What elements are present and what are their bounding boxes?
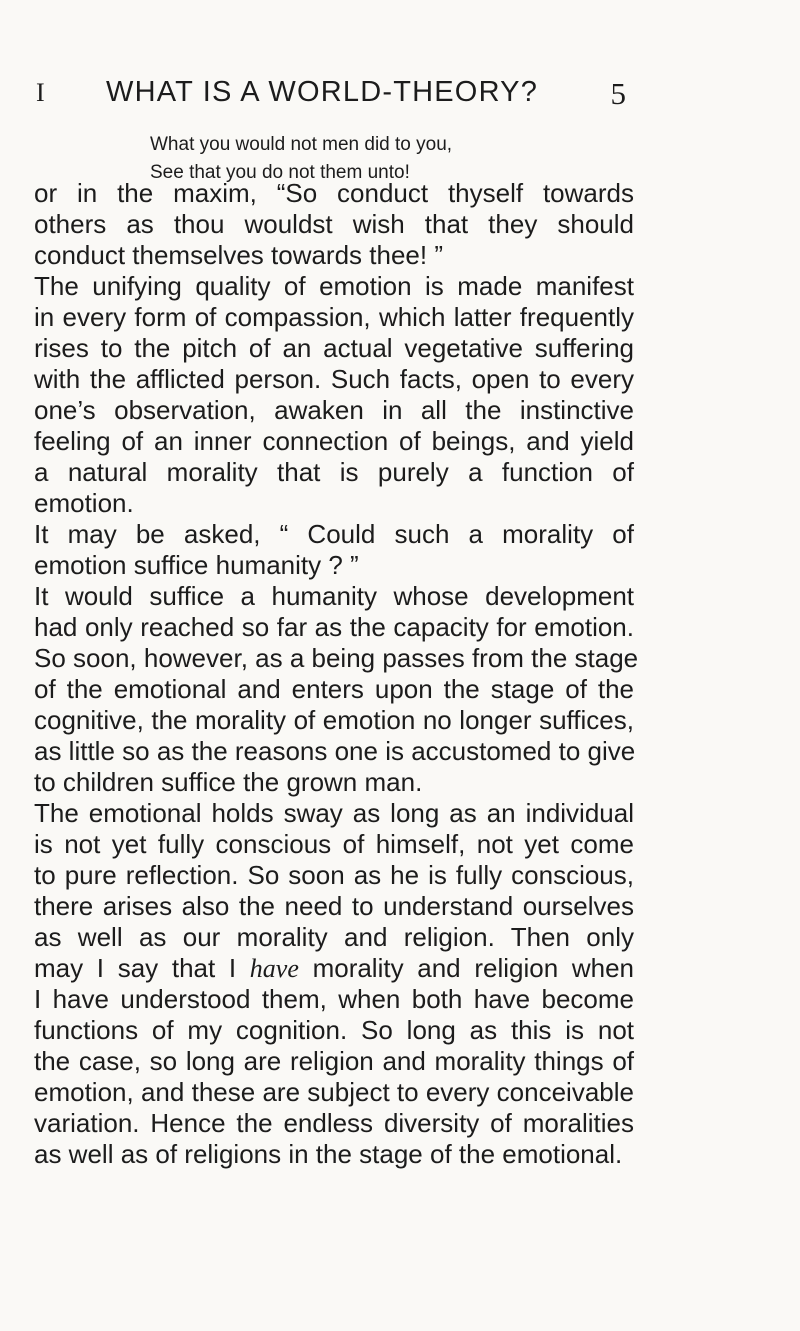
text-line: to children suffice the grown man.	[34, 767, 423, 797]
text-line: The unifying quality of emotion is made manifest	[34, 271, 634, 301]
text-line: as well as our morality and religion. Then only	[34, 922, 634, 952]
text-line: So soon, however, as a being passes from the stage	[34, 643, 639, 673]
text-line: with the afflicted person. Such facts, open to every	[34, 364, 634, 394]
epigraph-line: What you would not men did to you,	[150, 134, 453, 155]
text-line: of the emotional and enters upon the stage of the	[34, 674, 634, 704]
text-line: the case, so long are religion and morality things of	[34, 1046, 634, 1076]
text-line: emotion, and these are subject to every conceivable	[34, 1077, 634, 1107]
text-line: a natural morality that is purely a function of	[34, 457, 634, 487]
text-line: I have understood them, when both have become	[34, 984, 634, 1014]
running-title: WHAT IS A WORLD-THEORY?	[106, 76, 539, 108]
page-number: 5	[610, 76, 626, 111]
chapter-number: I	[36, 78, 45, 107]
text-line: rises to the pitch of an actual vegetative suffering	[34, 333, 634, 363]
text-line: functions of my cognition. So long as this is not	[34, 1015, 634, 1045]
text-line: is not yet fully conscious of himself, not yet come	[34, 829, 634, 859]
text-line: variation. Hence the endless diversity of moralities	[34, 1108, 634, 1138]
epigraph-line: See that you do not them unto!	[150, 162, 410, 183]
text-line: It may be asked, “ Could such a morality of	[34, 519, 634, 549]
body-text	[34, 178, 639, 1170]
text-line: cognitive, the morality of emotion no longer suffices,	[34, 705, 634, 735]
emphasis: have	[249, 954, 299, 983]
text-line: emotion suffice humanity ? ”	[34, 550, 359, 580]
text-line: there arises also the need to understand ourselves	[34, 891, 634, 921]
running-header	[36, 76, 626, 126]
text-line: emotion.	[34, 488, 134, 518]
text-line: conduct themselves towards thee! ”	[34, 240, 443, 270]
text-line: The emotional holds sway as long as an individual	[34, 798, 634, 828]
text-line: may I say that I have morality and religion when	[34, 953, 634, 983]
text-line: as little so as the reasons one is accustomed to give	[34, 736, 636, 766]
text-line: to pure reflection. So soon as he is fully conscious,	[34, 860, 634, 890]
text-line: as well as of religions in the stage of the emotional.	[34, 1139, 623, 1169]
text-line: had only reached so far as the capacity for emotion.	[34, 612, 634, 642]
text-line: or in the maxim, “So conduct thyself towards	[34, 178, 634, 208]
text-line: feeling of an inner connection of beings, and yield	[34, 426, 634, 456]
text-line: one’s observation, awaken in all the instinctive	[34, 395, 634, 425]
text-line: others as thou wouldst wish that they should	[34, 209, 634, 239]
text-line: It would suffice a humanity whose development	[34, 581, 634, 611]
text-line: in every form of compassion, which latter frequently	[34, 302, 634, 332]
